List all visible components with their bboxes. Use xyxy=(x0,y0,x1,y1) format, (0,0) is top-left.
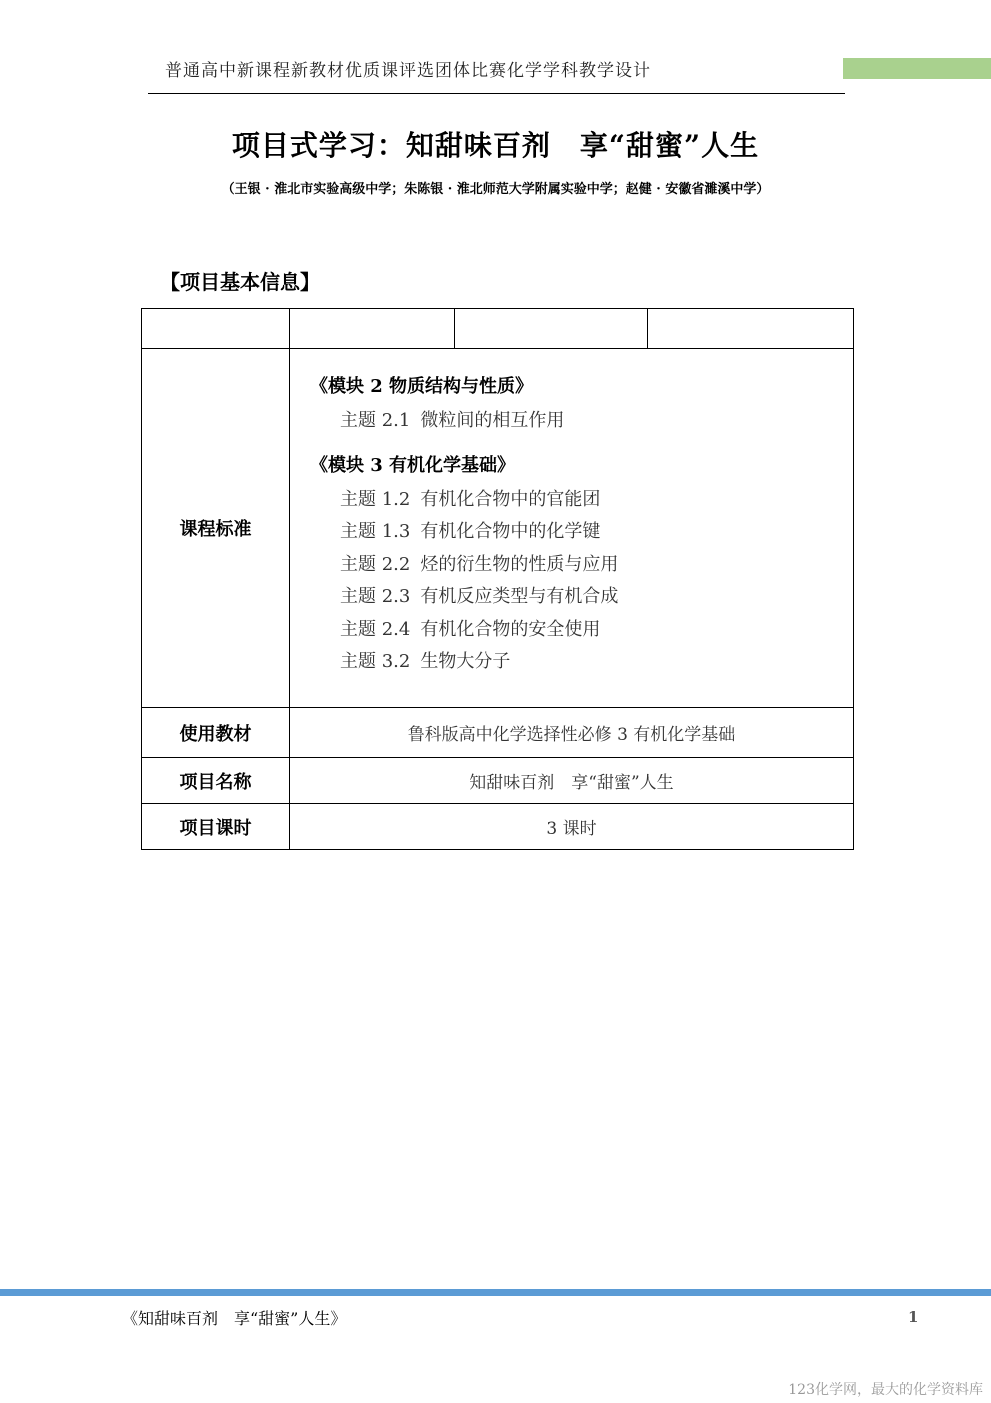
section-heading: 【项目基本信息】 xyxy=(160,270,320,294)
footer-title: 《知甜味百剂 享“甜蜜”人生》 xyxy=(122,1309,347,1328)
topic-item: 主题 1.2 有机化合物中的官能团 xyxy=(340,488,601,510)
table-header-row xyxy=(142,309,854,349)
module-3-title: 《模块 3 有机化学基础》 xyxy=(310,454,516,476)
topic-item: 主题 3.2 生物大分子 xyxy=(340,651,511,672)
topic-item: 主题 1.3 有机化合物中的化学键 xyxy=(340,521,601,542)
project-hours-label: 项目课时 xyxy=(142,804,290,850)
authors-line: （王银 · 淮北市实验高级中学；朱陈银 · 淮北师范大学附属实验中学；赵健 · 安徽省濉溪中学） xyxy=(221,182,770,197)
topic-item: 主题 2.4 有机化合物的安全使用 xyxy=(340,618,601,640)
empty-cell xyxy=(142,309,290,349)
project-name-row xyxy=(142,758,854,804)
page-number: 1 xyxy=(908,1308,919,1326)
topic-item: 主题 2.1 微粒间的相互作用 xyxy=(340,410,565,431)
project-name-label: 项目名称 xyxy=(142,758,290,804)
document-title: 项目式学习：知甜味百剂 享“甜蜜”人生 xyxy=(231,129,760,162)
textbook-label: 使用教材 xyxy=(142,708,290,758)
header-text: 普通高中新课程新教材优质课评选团体比赛化学学科教学设计 xyxy=(165,61,651,81)
standards-content xyxy=(290,349,854,708)
footer-bar xyxy=(0,1289,991,1296)
project-hours-value: 3 课时 xyxy=(290,804,854,850)
empty-cell xyxy=(648,309,854,349)
textbook-row xyxy=(142,708,854,758)
module-2-title: 《模块 2 物质结构与性质》 xyxy=(310,376,534,397)
standards-row xyxy=(142,349,854,708)
watermark: 123化学网，最大的化学资料库 xyxy=(788,1382,983,1398)
header-divider xyxy=(148,93,845,94)
header-accent-bar xyxy=(843,58,991,79)
empty-cell xyxy=(290,309,455,349)
project-info-table xyxy=(141,308,854,850)
topic-item: 主题 2.2 烃的衍生物的性质与应用 xyxy=(340,553,619,575)
textbook-value: 鲁科版高中化学选择性必修 3 有机化学基础 xyxy=(290,708,854,758)
project-name-value: 知甜味百剂 享“甜蜜”人生 xyxy=(290,758,854,804)
standards-label: 课程标准 xyxy=(142,349,290,708)
project-hours-row xyxy=(142,804,854,850)
empty-cell xyxy=(455,309,648,349)
topic-item: 主题 2.3 有机反应类型与有机合成 xyxy=(340,586,619,607)
